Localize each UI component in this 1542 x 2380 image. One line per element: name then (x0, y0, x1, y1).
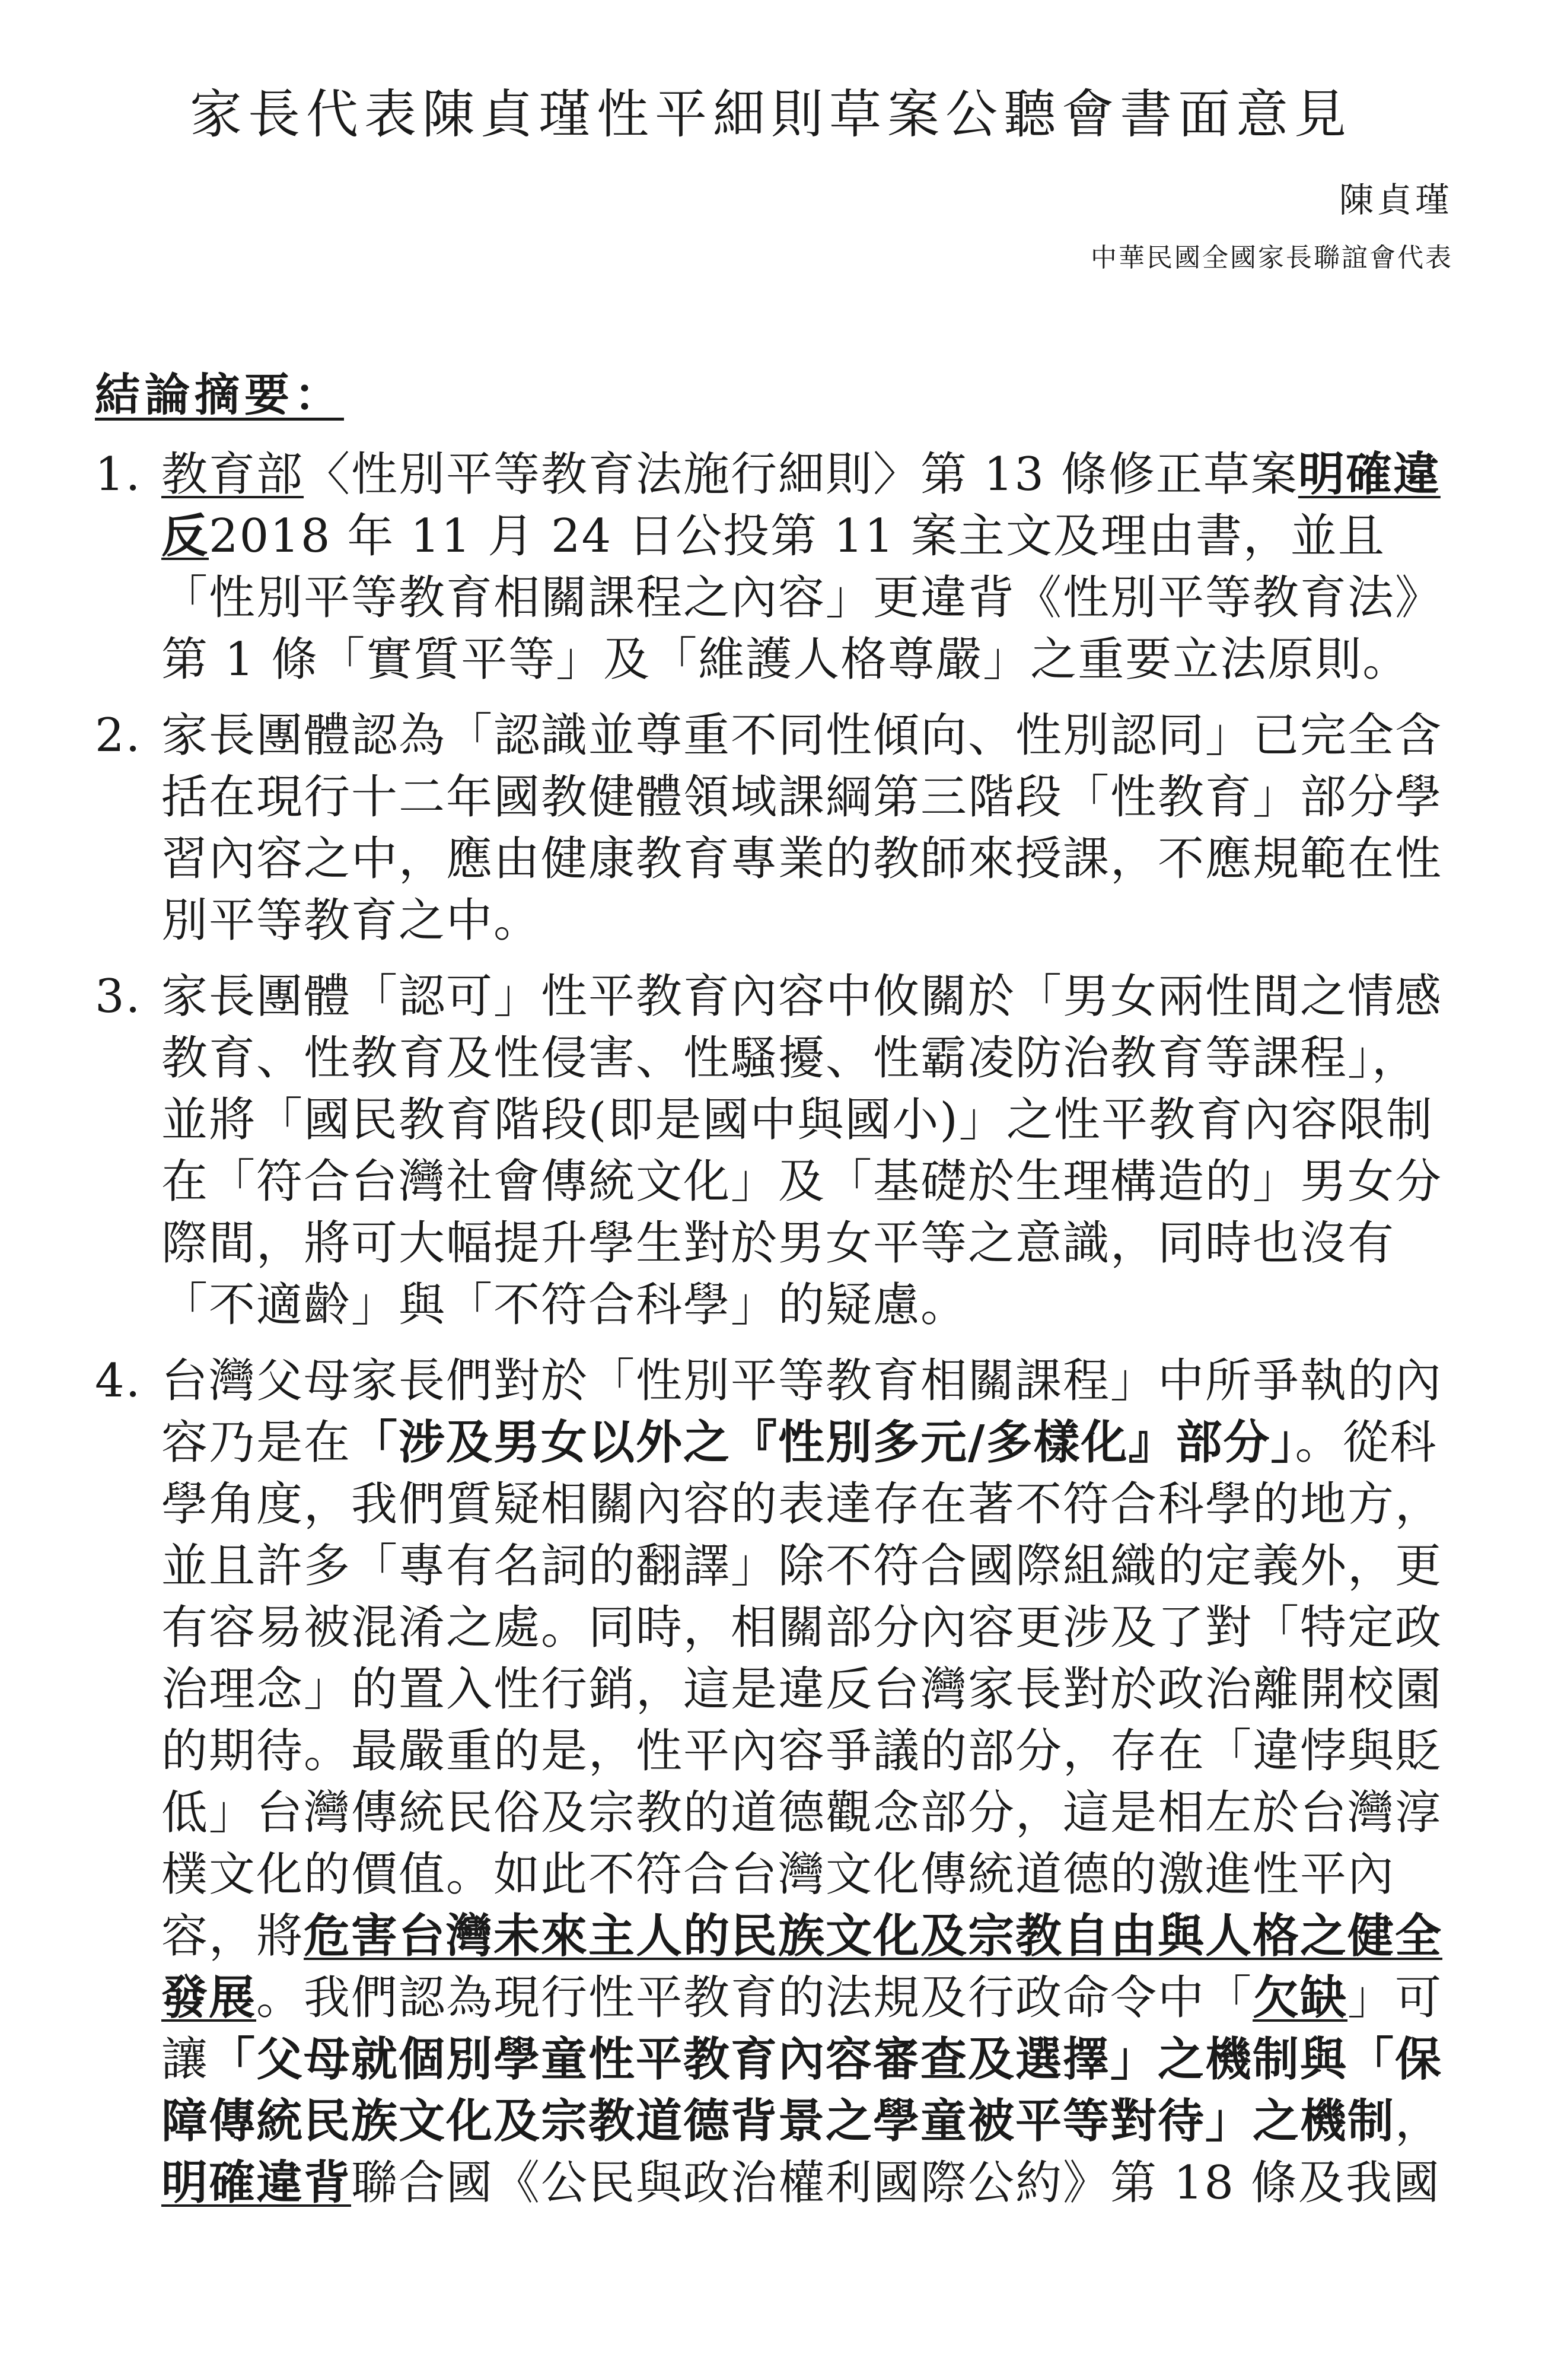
item-text-segment: 」可讓 (161, 1971, 1443, 2086)
summary-list (95, 444, 1459, 2228)
summary-item (95, 966, 1459, 1336)
item-text-segment: 聯合國《公民與政治權利國際公約》第 18 條及我國 (351, 2156, 1441, 2210)
item-text-segment: 。從科學角度，我們質疑相關內容的表達存在著不符合科學的地方，並且許多「專有名詞的翻譯」除不符合國際組織的定義外，更有容易被混淆之處。同時，相關部分內容更涉及了對「特定政治理念」的置入性行銷，這是違反台灣家長對於政治離開校園的期待。最嚴重的是，性平內容爭議的部分，存在「違悖與貶低」台灣傳統民俗及宗教的道德觀念部分，這是相左於台灣淳樸文化的價值。如此不符合台灣文化傳統道德的激進性平內容，將 (161, 1416, 1443, 1963)
item-text-segment: 台灣父母家長們對於「性別平等教育相關課程」中所爭執的內容乃是在 (161, 1354, 1443, 1469)
summary-item (95, 444, 1459, 691)
item-text-segment: 。我們認為現行性平教育的法規及行政命令中「 (256, 1971, 1253, 2025)
document-title: 家長代表陳貞瑾性平細則草案公聽會書面意見 (189, 84, 1352, 145)
item-text-segment: 〈性別平等教育法施行細則〉第 13 條修正草案 (304, 448, 1298, 501)
item-text-segment: 家長團體「認可」性平教育內容中攸關於「男女兩性間之情感教育、性教育及性侵害、性騷擾、性霸凌防治教育等課程」，並將「國民教育階段(即是國中與國小)」之性平教育內容限制在「符合台灣社會傳統文化」及「基礎於生理構造的」男女分際間，將可大幅提升學生對於男女平等之意識，同時也沒有「不適齡」與「不符合科學」的疑慮。 (161, 970, 1443, 1332)
item-text-segment: 「父母就個別學童性平教育內容審查及選擇」之機制與「保障傳統民族文化及宗教道德背景之學童被平等對待」之機制 (161, 2032, 1443, 2148)
item-number: 1. (95, 448, 142, 501)
item-text-segment: 明確違背 (161, 2156, 352, 2210)
item-number: 4. (95, 1354, 142, 1408)
item-text-segment: 欠缺 (1253, 1971, 1348, 2025)
author-affiliation: 中華民國全國家長聯誼會代表 (1091, 243, 1453, 273)
item-text-segment: 家長團體認為「認識並尊重不同性傾向、性別認同」已完全含括在現行十二年國教健體領域課綱第三階段「性教育」部分學習內容之中，應由健康教育專業的教師來授課，不應規範在性別平等教育之中。 (161, 709, 1443, 947)
item-text-segment: 明確違反 (161, 447, 1441, 563)
item-text-segment: ， (1395, 2095, 1443, 2148)
summary-item (95, 1350, 1459, 2214)
item-text-segment: 教育部 (161, 448, 304, 501)
summary-item (95, 705, 1459, 952)
item-number: 3. (95, 970, 142, 1023)
summary-heading: 結論摘要： (95, 368, 344, 421)
item-text-segment: 危害台灣未來主人的民族文化及宗教自由與人格之健全發展 (161, 1909, 1443, 2025)
author-name: 陳貞瑾 (1339, 180, 1453, 220)
item-text-segment: 2018 年 11 月 24 日公投第 11 案主文及理由書，並且「性別平等教育相關課程之內容」更違背《性別平等教育法》第 1 條「實質平等」及「維護人格尊嚴」之重要立法原則。 (161, 510, 1443, 686)
item-text-segment: 「涉及男女以外之『性別多元/多樣化』部分」 (351, 1415, 1295, 1469)
item-number: 2. (95, 709, 142, 762)
